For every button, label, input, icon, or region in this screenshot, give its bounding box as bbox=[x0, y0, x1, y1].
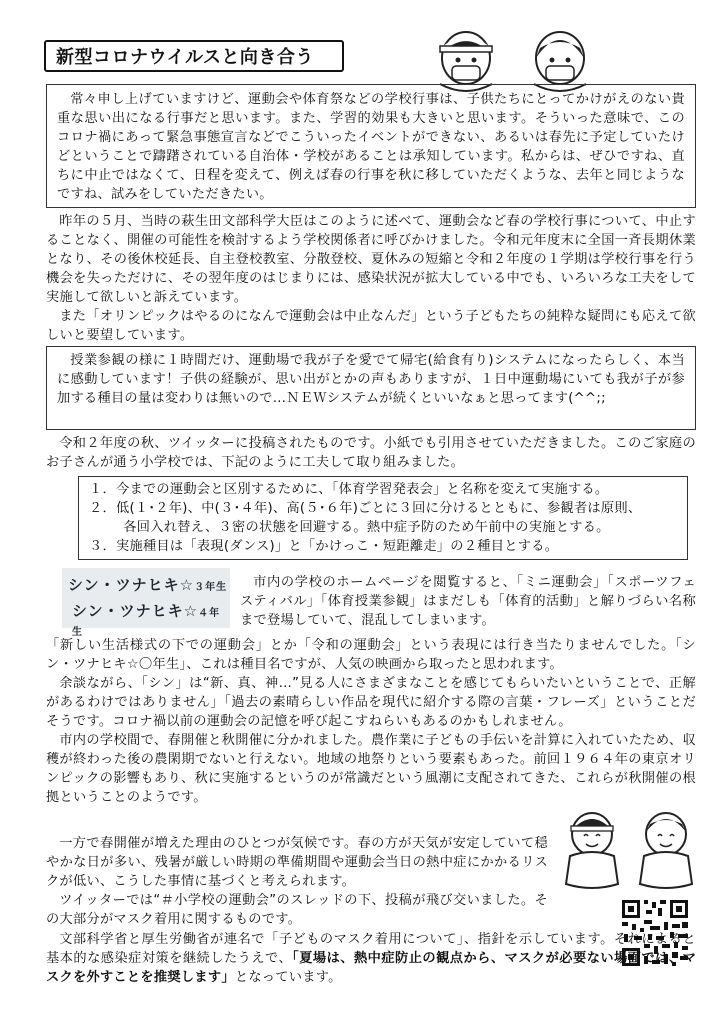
clip-grade-2: ４年生 bbox=[72, 608, 221, 638]
paragraph: 「新しい生活様式の下での運動会」とか「令和の運動会」という表現には行き当たりませんでした。「シン・ツナヒキ☆〇年生」、これは種目名ですが、人気の映画から取ったと思われます。 bbox=[46, 638, 696, 672]
guideline-quote: 「夏場は、熱中症防止の観点から、マスクが必要ない場面では、マスクを外すことを推奨します」 bbox=[46, 951, 696, 985]
tweet-box bbox=[46, 346, 696, 430]
paragraph bbox=[46, 930, 696, 987]
article-body-5 bbox=[46, 834, 548, 929]
masked-children-illustration bbox=[418, 18, 608, 94]
paragraph: また「オリンピックはやるのになんで運動会は中止なんだ」という子どもたちの純粋な疑問にも応えて欲しいと要望しています。 bbox=[46, 309, 696, 343]
guideline-end: となっています。 bbox=[234, 970, 342, 985]
article-body-1 bbox=[46, 212, 696, 345]
clip-line-2: シン・ツナヒキ☆ bbox=[72, 602, 199, 620]
guideline-text: 文部科学省と厚生労働省が連名で「子どものマスク着用について」、指針を示しています。それによると基本的な感染症対策を継続したうえで、 bbox=[46, 932, 696, 966]
list-item: 各回入れ替え、３密の状態を回避する。熱中症予防のため午前中の実施とする。 bbox=[123, 520, 610, 535]
list-item: ２．低(１･２年)、中(３･４年)、高(５･６年)ごとに３回に分けるとともに、参観者は原則、 bbox=[89, 501, 642, 516]
child-right-icon bbox=[534, 32, 586, 91]
quote-box bbox=[46, 84, 696, 208]
child-left-icon bbox=[440, 32, 492, 91]
sitting-child-right-icon bbox=[640, 813, 692, 888]
paragraph: 市内の学校のホームページを閲覧すると、「ミニ運動会」「スポーツフェスティバル」「体育授業参観」はまだしも「体育的活動」と解りづらい名称まで登場していて、混乱してしまいます。 bbox=[240, 575, 696, 628]
clip-line-1: シン・ツナヒキ☆ bbox=[68, 576, 195, 594]
paragraph: 昨年の５月、当時の萩生田文部科学大臣はこのように述べて、運動会など春の学校行事について、中止することなく、開催の可能性を検討するよう学校関係者に呼びかけました。令和元年度末に全国一斉長期休業となり、その後休校延長、自主登校教室、分散登校、夏休みの短縮と令和２年度の１学期は学校行事を行う機会を失っただけに、その翌年度のはじまりには、感染状況が拡大している中でも、いろいろな工夫をして実施して欲しいと訴えています。 bbox=[46, 214, 696, 305]
sitting-children-illustration bbox=[554, 808, 704, 892]
paragraph: 一方で春開催が増えた理由のひとつが気候です。春の方が天気が安定していて穏やかな日が多い、残暑が厳しい時期の準備期間や運動会当日の熱中症にかかるリスクが低い、こうした事情に基づくと考えられます。 bbox=[46, 836, 548, 889]
measures-list bbox=[78, 476, 688, 560]
paragraph: 市内の学校間で、春開催と秋開催に分かれました。農作業に子どもの手伝いを計算に入れていたため、収穫が終わった後の農閑期でないと行えない。地域の地祭りという要素もあった。前回１９６４年の東京オリンピックの影響もあり、秋に実施するというのが常識だという風潮に支配されてきた、これらが秋開催の根拠ということのようです。 bbox=[46, 733, 696, 805]
list-item: １．今までの運動会と区別するために、「体育学習発表会」と名称を変えて実施する。 bbox=[89, 482, 609, 497]
article-body-2 bbox=[46, 434, 696, 472]
paragraph: ツイッターでは“＃小学校の運動会”のスレッドの下、投稿が飛び交いました。その大部分がマスク着用に関するものです。 bbox=[46, 893, 548, 927]
paragraph: 余談ながら、「シン」は“新、真、神…”見る人にさまざまなことを感じてもらいたいということで、正解があるわけではありません」「過去の素晴らしい作品を現代に紹介する際の言葉・フレーズ」ということだそうです。コロナ禍以前の運動会の記憶を呼び起こすねらいもあるのかもしれません。 bbox=[46, 676, 696, 729]
article-body-3 bbox=[240, 573, 696, 630]
article-body-4 bbox=[46, 636, 696, 807]
page-title: 新型コロナウイルスと向き合う bbox=[44, 40, 344, 72]
paragraph: 令和２年度の秋、ツイッターに投稿されたものです。小紙でも引用させていただきました。このご家庭のお子さんが通う小学校では、下記のように工夫して取り組みました。 bbox=[46, 436, 696, 470]
clip-grade-1: ３年生 bbox=[194, 582, 228, 593]
quote-text: 常々申し上げていますけど、運動会や体育祭などの学校行事は、子供たちにとってかけがえのない貴重な思い出になる行事だと思います。また、学習的効果も大きいと思います。そういった意味で、このコロナ禍にあって緊急事態宣言などでこういったイベントができない、あるいは春先に予定していたけどということで躊躇されている自治体・学校があることは承知しています。私からは、ぜひですね、直ちに中止ではなくて、日程を変えて、例えば春の行事を秋に移していただくような、去年と同じようなですね、試みをしていただきたい。 bbox=[57, 92, 685, 202]
list-item: ３．実施種目は「表現(ダンス)」と「かけっこ・短距離走」の２種目とする。 bbox=[89, 539, 559, 554]
article-body-6 bbox=[46, 930, 696, 987]
event-name-clipping bbox=[62, 568, 230, 638]
sitting-child-left-icon bbox=[566, 813, 618, 888]
tweet-text: 授業参観の様に１時間だけ、運動場で我が子を愛でて帰宅(給食有り)システムになったらしく、本当に感動しています！子供の経験が、思い出がとかの声もありますが、１日中運動場にいても我が子が参加する種目の量は変わりは無いので…ＮＥＷシステムが続くといいなぁと思ってます(^^;; bbox=[57, 353, 685, 406]
